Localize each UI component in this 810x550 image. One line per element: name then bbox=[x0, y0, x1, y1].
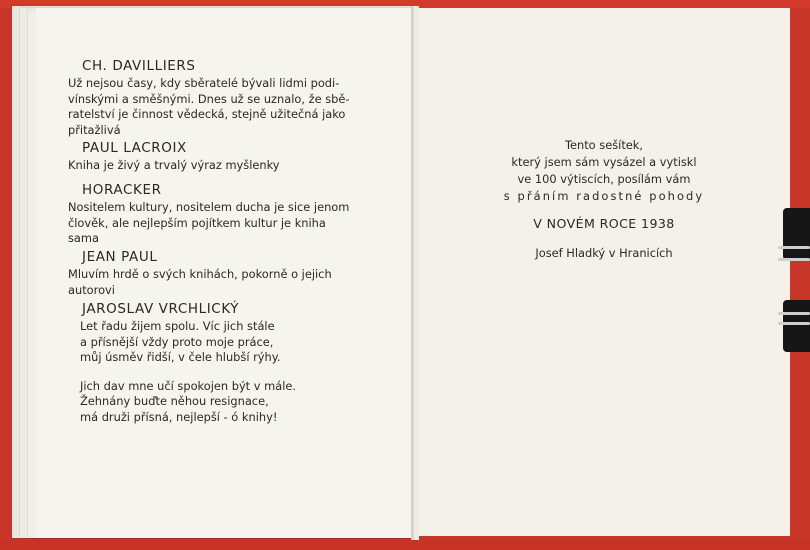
poem-stanza-break bbox=[80, 366, 398, 379]
poem-line: Žehnány buďte něhou resignace, bbox=[80, 394, 269, 409]
quote-author: JAROSLAV VRCHLICKÝ bbox=[82, 301, 240, 317]
quote-text bbox=[68, 267, 398, 298]
quote-text bbox=[68, 76, 398, 138]
dedication-line: s přáním radostné pohody bbox=[503, 189, 705, 203]
quote-author: JEAN PAUL bbox=[82, 249, 158, 265]
quote-davilliers bbox=[68, 58, 398, 138]
quote-author: PAUL LACROIX bbox=[82, 140, 187, 156]
quote-lacroix bbox=[68, 140, 398, 174]
quote-line: Kniha je živý a trvalý výraz myšlenky bbox=[68, 158, 280, 172]
poem-line: a přísnější vždy proto moje práce, bbox=[80, 334, 274, 349]
binder-clip-wire bbox=[778, 246, 810, 249]
poem-line: má druži přísná, nejlepší - ó knihy! bbox=[80, 409, 278, 424]
quote-line: Mluvím hrdě o svých knihách, pokorně o jejich bbox=[68, 267, 332, 281]
right-page bbox=[418, 8, 790, 536]
dedication-line: který jsem sám vysázel a vytiskl bbox=[511, 155, 697, 169]
binder-clip-wire bbox=[778, 322, 810, 325]
quote-author: HORACKER bbox=[82, 182, 162, 198]
quote-line: člověk, ale nejlepším pojítkem kultur je kniha bbox=[68, 215, 326, 230]
dedication-line: Tento sešítek, bbox=[564, 138, 644, 152]
poem-line: můj úsměv řidší, v čele hlubší rýhy. bbox=[80, 350, 281, 365]
quote-vrchlicky bbox=[68, 301, 398, 426]
quote-jean-paul bbox=[68, 249, 398, 298]
dedication-line: ve 100 výtiscích, posílám vám bbox=[517, 172, 691, 186]
poem-text bbox=[68, 319, 398, 426]
dedication-block bbox=[418, 137, 790, 205]
binder-clip-wire bbox=[778, 312, 810, 315]
poem-line: Jich dav mne učí spokojen být v mále. bbox=[80, 378, 297, 393]
quote-text bbox=[68, 200, 398, 247]
binder-clip bbox=[783, 300, 810, 352]
signature-line: Josef Hladký v Hranicích bbox=[535, 246, 673, 260]
quote-author: CH. DAVILLIERS bbox=[82, 58, 196, 74]
quote-horacker bbox=[68, 182, 398, 247]
quote-line: Už nejsou časy, kdy sběratelé bývali lidmi podi- bbox=[68, 76, 340, 90]
new-year-line: V NOVÉM ROCE 1938 bbox=[533, 216, 675, 231]
quote-line: sama bbox=[68, 231, 99, 246]
poem-line: Let řadu žijem spolu. Víc jich stále bbox=[80, 319, 275, 333]
quote-line: vínskými a směšnými. Dnes už se uznalo, že sbě- bbox=[68, 91, 350, 106]
quote-line: autorovi bbox=[68, 282, 115, 297]
quote-line: Nositelem kultury, nositelem ducha je sice jenom bbox=[68, 200, 350, 214]
quote-line: přitažlivá bbox=[68, 122, 121, 137]
red-cover-bottom-edge bbox=[0, 540, 810, 550]
binder-clip bbox=[783, 208, 810, 260]
quote-text bbox=[68, 158, 398, 174]
binder-clip-wire bbox=[778, 258, 810, 261]
quote-line: ratelství je činnost vědecká, stejně užitečná jako bbox=[68, 107, 346, 122]
